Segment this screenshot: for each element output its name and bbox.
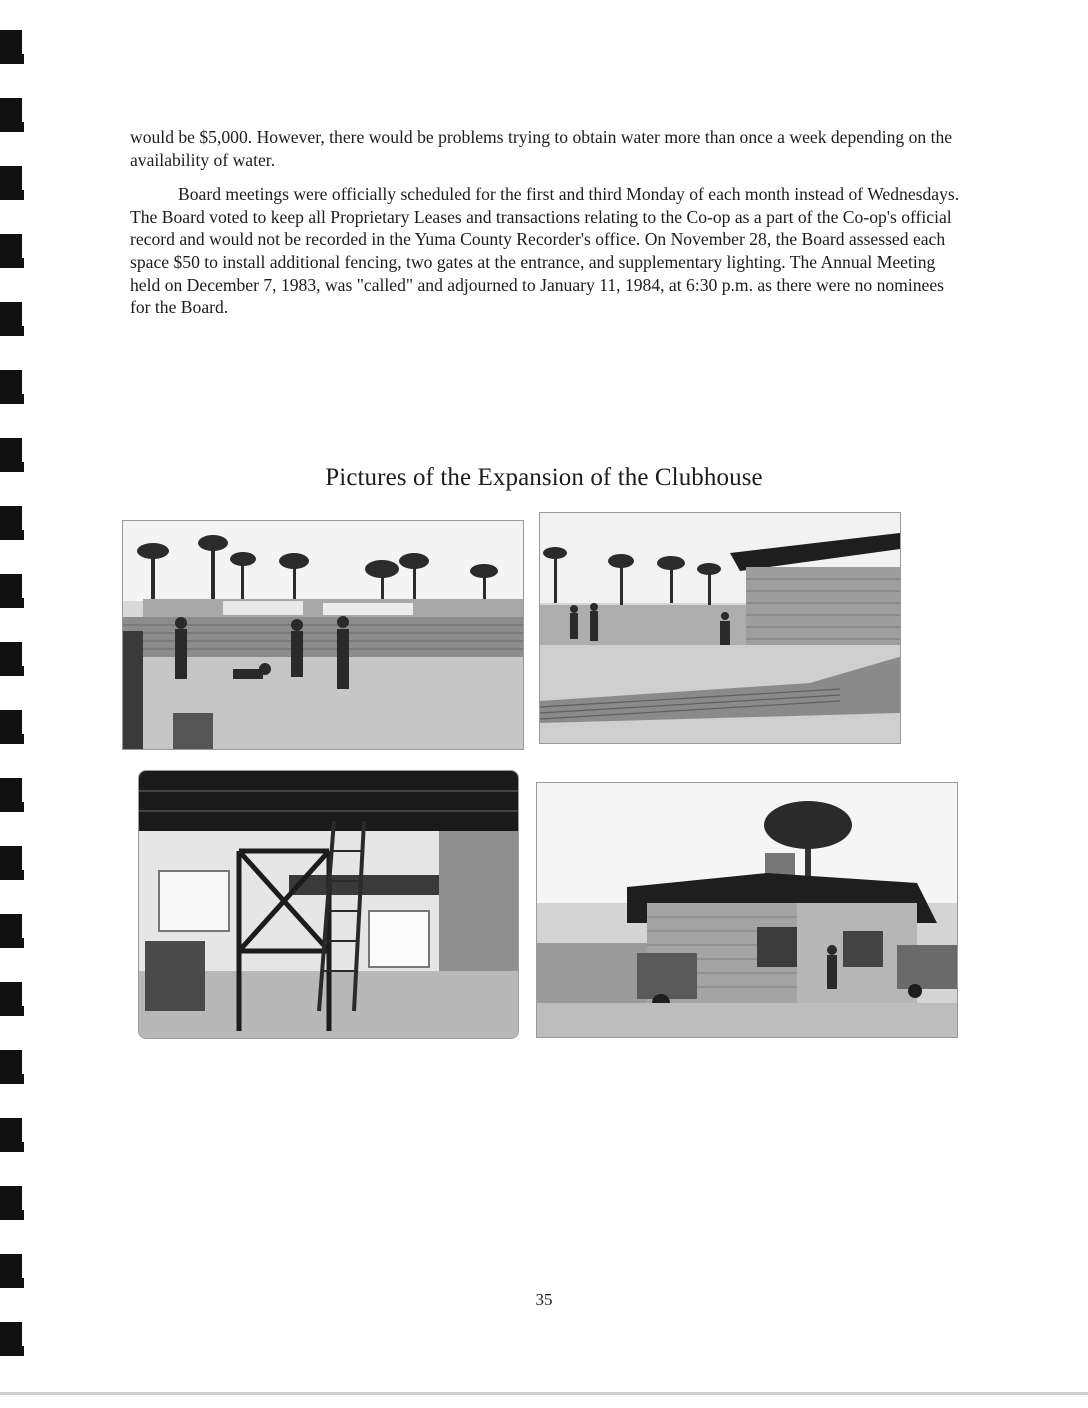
binding-ring bbox=[0, 1118, 22, 1152]
binding-ring bbox=[0, 778, 22, 812]
binding-ring bbox=[0, 506, 22, 540]
binding-ring bbox=[0, 98, 22, 132]
photo-block-walls-lumber bbox=[539, 512, 901, 744]
binding-ring bbox=[0, 302, 22, 336]
spiral-binding bbox=[0, 0, 28, 1408]
photo-clubhouse-exterior bbox=[536, 782, 958, 1038]
binding-ring bbox=[0, 846, 22, 880]
body-text bbox=[130, 126, 965, 319]
photo-foundation-workers bbox=[122, 520, 524, 750]
binding-ring bbox=[0, 370, 22, 404]
binding-ring bbox=[0, 710, 22, 744]
binding-ring bbox=[0, 914, 22, 948]
binding-ring bbox=[0, 982, 22, 1016]
paragraph-2: Board meetings were officially scheduled for the first and third Monday of each month instead of Wednesdays. The Board voted to keep all Proprietary Leases and transactions relating to the Co-op as a part of the Co-op's official record and would not be recorded in the Yuma County Recorder's office. On November 28, the Board assessed each space $50 to install additional fencing, two gates at the entrance, and supplementary lighting. The Annual Meeting held on December 7, 1983, was "called" and adjourned to January 11, 1984, at 6:30 p.m. as there were no nominees for the Board. bbox=[130, 184, 960, 318]
binding-ring bbox=[0, 642, 22, 676]
binding-ring bbox=[0, 1322, 22, 1356]
binding-ring bbox=[0, 234, 22, 268]
photos-heading: Pictures of the Expansion of the Clubhouse bbox=[325, 464, 763, 491]
binding-ring bbox=[0, 1186, 22, 1220]
page-number: 35 bbox=[535, 1290, 553, 1309]
paragraph-1: would be $5,000. However, there would be problems trying to obtain water more than once a week depending on the availability of water. bbox=[130, 127, 953, 170]
binding-ring bbox=[0, 1050, 22, 1084]
binding-ring bbox=[0, 166, 22, 200]
binding-ring bbox=[0, 30, 22, 64]
photo-interior-scaffold bbox=[138, 770, 519, 1039]
binding-ring bbox=[0, 1254, 22, 1288]
page-bottom-edge bbox=[0, 1392, 1088, 1395]
binding-ring bbox=[0, 574, 22, 608]
